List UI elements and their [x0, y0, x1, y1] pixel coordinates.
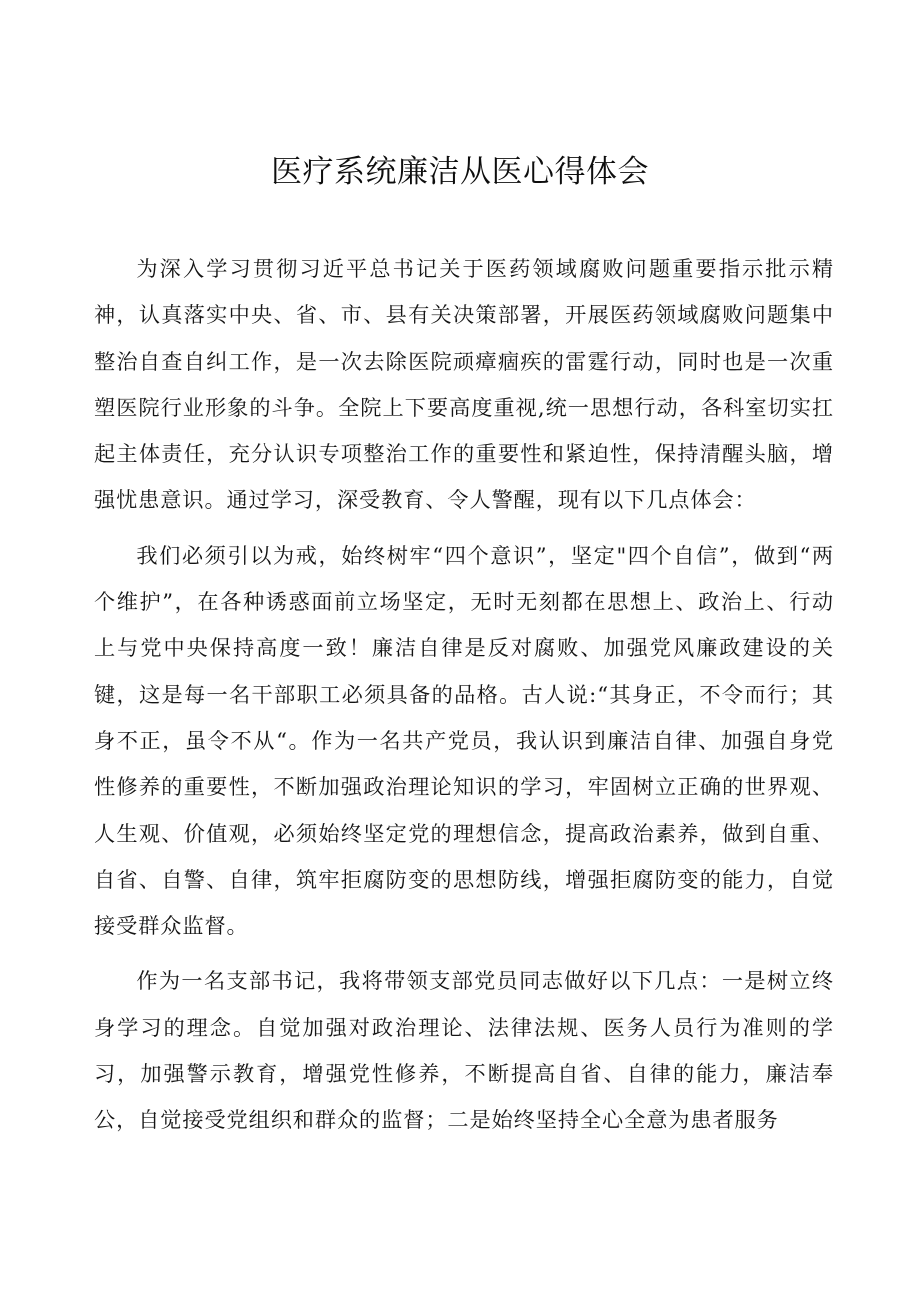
paragraph-integrity: 我们必须引以为戒，始终树牢“四个意识”，坚定"四个自信”，做到“两个维护”，在各种诱惑面前立场坚定，无时无刻都在思想上、政治上、行动上与党中央保持高度一致！廉洁自律是反对腐败、加强党风廉政建设的关键，这是每一名干部职工必须具备的品格。古人说:“其身正，不令而行；其身不正，虽令不从“。作为一名共产党员，我认识到廉洁自律、加强自身党性修养的重要性，不断加强政治理论知识的学习，牢固树立正确的世界观、人生观、价值观，必须始终坚定党的理想信念，提高政治素养，做到自重、自省、自警、自律，筑牢拒腐防变的思想防线，增强拒腐防变的能力，自觉接受群众监督。: [94, 542, 834, 939]
document-body: [94, 246, 834, 1153]
paragraph-intro: 为深入学习贯彻习近平总书记关于医药领域腐败问题重要指示批示精神，认真落实中央、省、市、县有关决策部署，开展医药领域腐败问题集中整治自查自纠工作，是一次去除医院顽瘴痼疾的雷霆行动，同时也是一次重塑医院行业形象的斗争。全院上下要高度重视,统一思想行动，各科室切实扛起主体责任，充分认识专项整治工作的重要性和紧迫性，保持清醒头脑，增强忧患意识。通过学习，深受教育、令人警醒，现有以下几点体会：: [94, 256, 834, 513]
document-title: 医疗系统廉洁从医心得体会: [271, 154, 649, 190]
paragraph-branch-secretary: 作为一名支部书记，我将带领支部党员同志做好以下几点：一是树立终身学习的理念。自觉加强对政治理论、法律法规、医务人员行为准则的学习，加强警示教育，增强党性修养，不断提高自省、自律的能力，廉洁奉公，自觉接受党组织和群众的监督；二是始终坚持全心全意为患者服务: [94, 968, 834, 1133]
